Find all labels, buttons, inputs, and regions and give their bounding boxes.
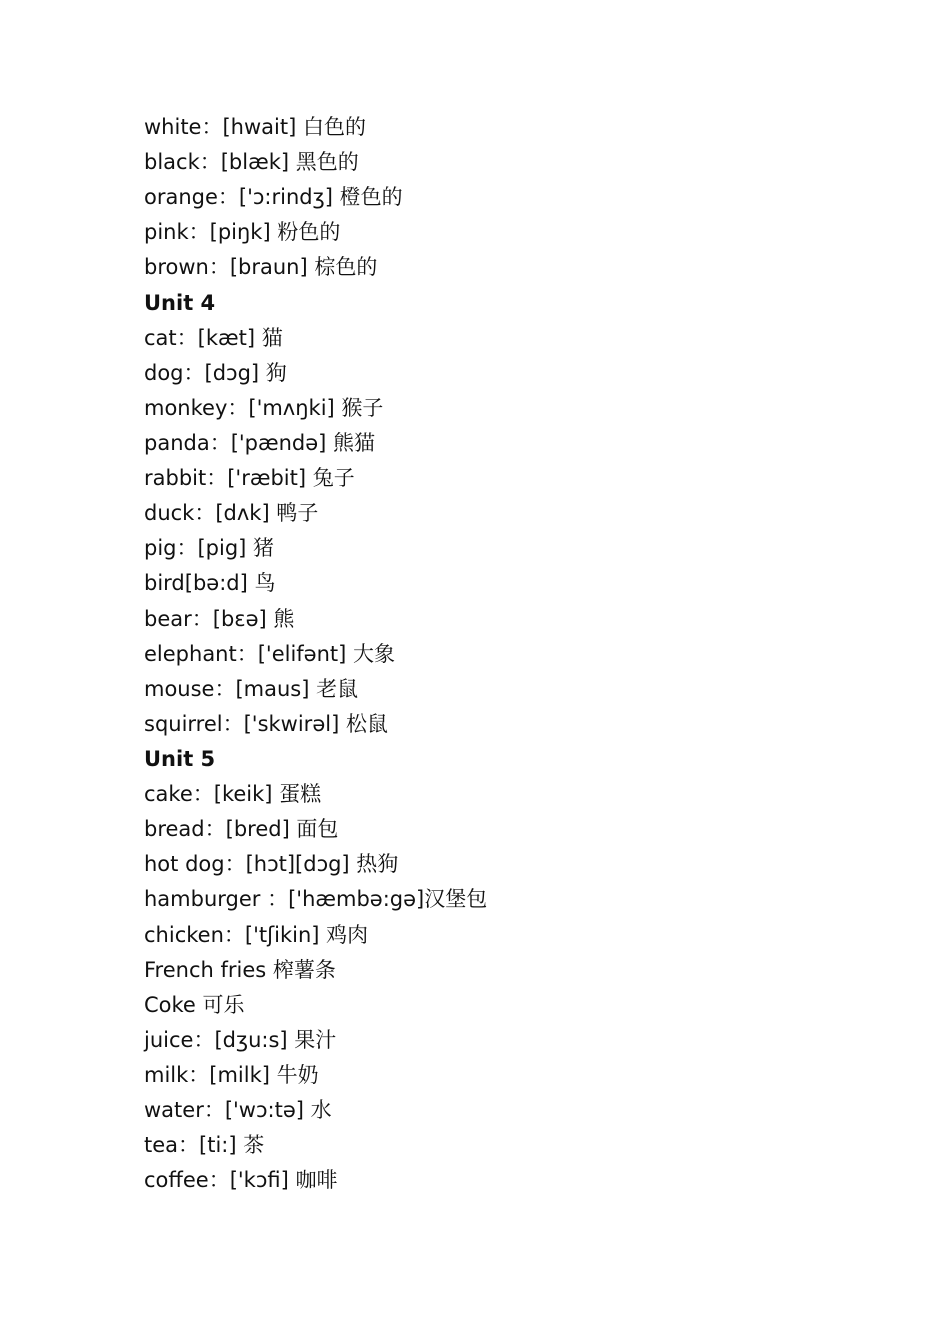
vocab-line: brown：[braun] 棕色的 bbox=[144, 255, 378, 280]
vocab-line: panda：['pændə] 熊猫 bbox=[144, 430, 376, 455]
unit-heading: Unit 4 bbox=[144, 290, 216, 315]
vocab-line: black：[blæk] 黑色的 bbox=[144, 150, 359, 175]
vocab-line: French fries 榨薯条 bbox=[144, 957, 336, 982]
vocab-line: tea：[ti:] 茶 bbox=[144, 1133, 265, 1158]
vocab-line: mouse：[maus] 老鼠 bbox=[144, 676, 359, 701]
vocab-line: bird[bə:d] 鸟 bbox=[144, 571, 276, 596]
vocab-line: monkey：['mʌŋki] 猴子 bbox=[144, 395, 384, 420]
vocab-line: bear：[bɛə] 熊 bbox=[144, 606, 295, 631]
vocab-line: water：['wɔ:tə] 水 bbox=[144, 1098, 332, 1123]
vocab-line: hot dog：[hɔt][dɔg] 热狗 bbox=[144, 852, 399, 877]
vocab-line: milk：[milk] 牛奶 bbox=[144, 1062, 319, 1087]
vocab-line: pig：[pig] 猪 bbox=[144, 536, 275, 561]
vocab-line: pink：[piŋk] 粉色的 bbox=[144, 220, 341, 245]
vocab-line: coffee：['kɔfi] 咖啡 bbox=[144, 1168, 338, 1193]
vocab-line: juice：[dʒu:s] 果汁 bbox=[144, 1027, 337, 1052]
vocab-line: Coke 可乐 bbox=[144, 992, 245, 1017]
vocab-line: cake：[keik] 蛋糕 bbox=[144, 782, 322, 807]
vocab-line: dog：[dɔg] 狗 bbox=[144, 360, 287, 385]
vocab-line: white：[hwait] 白色的 bbox=[144, 115, 366, 139]
vocab-line: squirrel：['skwirəl] 松鼠 bbox=[144, 711, 388, 736]
vocab-line: cat：[kæt] 猫 bbox=[144, 325, 283, 350]
vocab-line: bread：[bred] 面包 bbox=[144, 817, 339, 842]
vocab-line: elephant：['elifənt] 大象 bbox=[144, 641, 396, 666]
unit-heading: Unit 5 bbox=[144, 746, 216, 771]
vocab-line: duck：[dʌk] 鸭子 bbox=[144, 501, 319, 526]
vocab-line: rabbit：['ræbit] 兔子 bbox=[144, 466, 355, 491]
document-page bbox=[144, 110, 844, 1198]
vocab-line: hamburger ：['hæmbə:gə]汉堡包 bbox=[144, 887, 488, 912]
vocab-line: orange：['ɔ:rindʒ] 橙色的 bbox=[144, 185, 403, 210]
vocab-line: chicken：['tʃikin] 鸡肉 bbox=[144, 922, 369, 947]
